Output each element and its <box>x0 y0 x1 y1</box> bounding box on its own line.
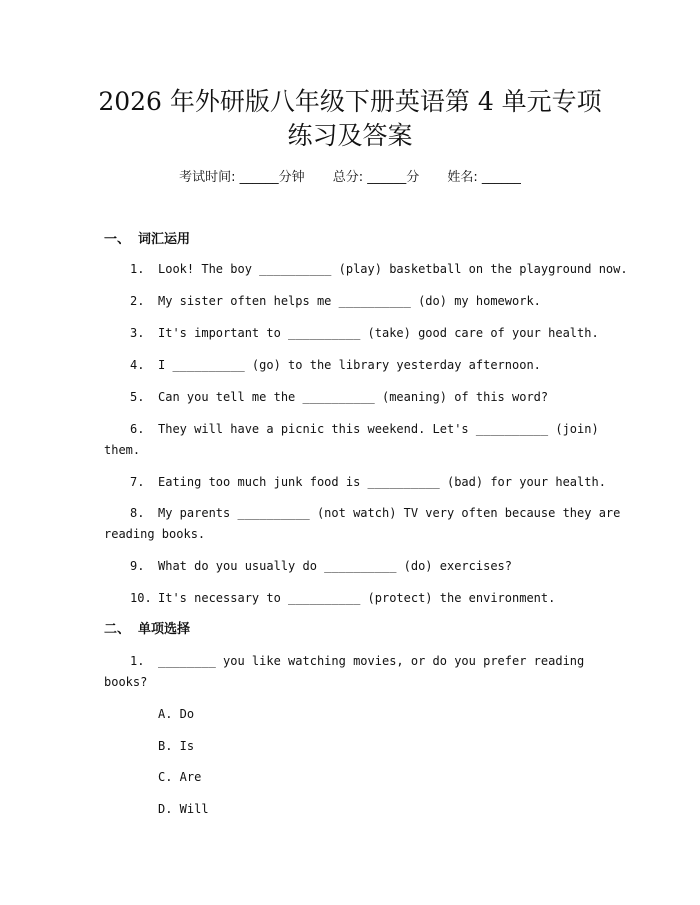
question-item <box>104 651 600 693</box>
student-name: 姓名: ______ <box>447 170 521 185</box>
question-number: 3. <box>130 326 145 340</box>
question-text: What do you usually do __________ (do) exercises? <box>158 559 513 573</box>
question-number: 8. <box>130 506 145 520</box>
question-text: ________ you like watching movies, or do you prefer reading <box>158 654 585 668</box>
question-text: It's important to __________ (take) good care of your health. <box>158 326 599 340</box>
question-text-continued: books? <box>104 675 148 689</box>
question-item <box>104 291 600 312</box>
question-item <box>104 259 628 280</box>
section-number: 二、 <box>104 622 131 637</box>
question-number: 2. <box>130 294 145 308</box>
question-number: 5. <box>130 390 145 404</box>
section-title: 单项选择 <box>138 622 191 637</box>
question-text-continued: them. <box>104 443 141 457</box>
choice-option-c: C. Are <box>158 770 202 784</box>
question-number: 9. <box>130 559 145 573</box>
question-text: My sister often helps me __________ (do) my homework. <box>158 294 541 308</box>
question-item <box>104 419 600 461</box>
exam-total-score: 总分: ______分 <box>332 170 420 185</box>
exam-time: 考试时间: ______分钟 <box>179 170 305 185</box>
section-number: 一、 <box>104 232 131 247</box>
question-item <box>104 556 600 577</box>
question-item <box>104 387 600 408</box>
page-title-line-2: 练习及答案 <box>287 121 413 150</box>
question-number: 10. <box>130 591 152 605</box>
section-heading-multiple-choice <box>104 620 190 640</box>
choice-option-d: D. Will <box>158 802 209 816</box>
question-number: 7. <box>130 475 145 489</box>
choice-option-a: A. Do <box>158 707 195 721</box>
question-text: My parents __________ (not watch) TV very often because they are <box>158 506 621 520</box>
question-number: 4. <box>130 358 145 372</box>
question-text: Look! The boy __________ (play) basketball on the playground now. <box>158 262 628 276</box>
question-item <box>104 472 606 493</box>
page-title: 2026 年外研版八年级下册英语第 4 单元专项 <box>98 87 602 116</box>
question-text: Eating too much junk food is __________ (bad) for your health. <box>158 475 606 489</box>
exam-info <box>0 168 700 188</box>
question-text: They will have a picnic this weekend. Let's __________ (join) <box>158 422 599 436</box>
choice-option-b: B. Is <box>158 739 195 753</box>
question-item <box>104 503 621 545</box>
question-text: I __________ (go) to the library yesterday afternoon. <box>158 358 541 372</box>
question-item <box>104 323 600 344</box>
section-heading-vocabulary <box>104 230 190 250</box>
question-item <box>104 355 600 376</box>
question-number: 6. <box>130 422 145 436</box>
question-text: It's necessary to __________ (protect) the environment. <box>158 591 556 605</box>
question-text: Can you tell me the __________ (meaning) of this word? <box>158 390 549 404</box>
section-title: 词汇运用 <box>138 232 191 247</box>
question-text-continued: reading books. <box>104 527 206 541</box>
question-number: 1. <box>130 262 145 276</box>
question-number: 1. <box>130 654 145 668</box>
question-item <box>104 588 600 609</box>
